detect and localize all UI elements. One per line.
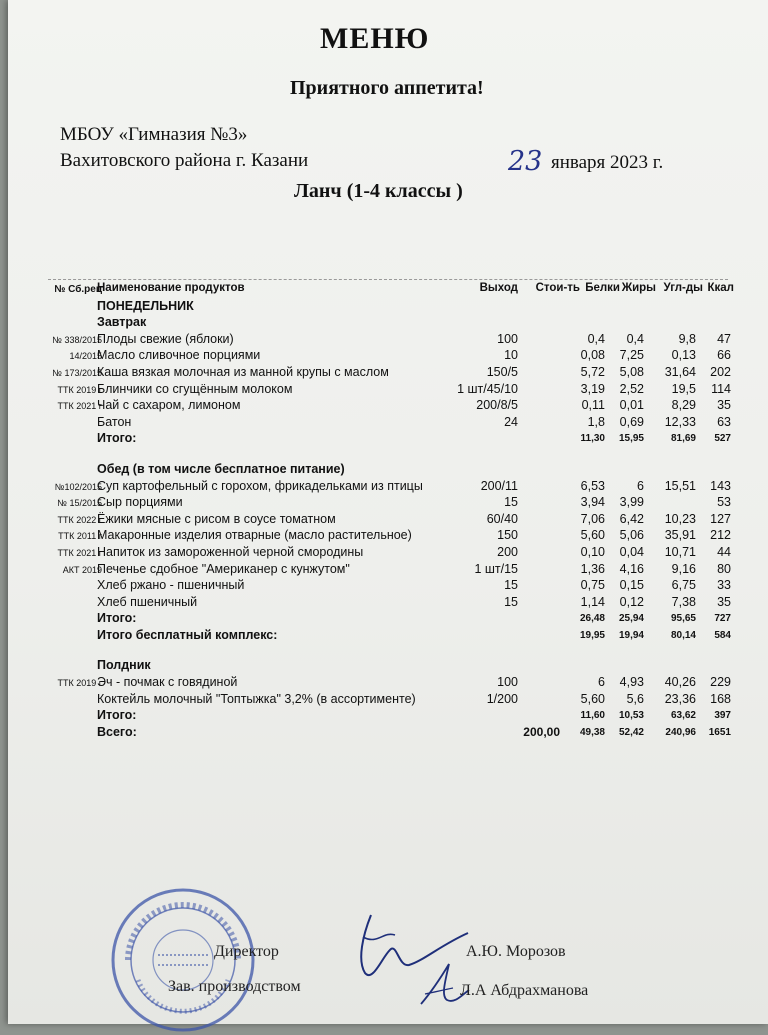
dish-fat: 0,4: [626, 331, 644, 346]
dish-yield: 200/8/5: [476, 398, 518, 413]
snack-rows: [8, 675, 768, 708]
dish-name: Хлеб ржано - пшеничный: [97, 578, 245, 593]
dish-fat: 4,93: [619, 675, 644, 690]
dish-name: Каша вязкая молочная из манной крупы с маслом: [97, 364, 389, 379]
dish-carbs: 40,26: [664, 675, 696, 690]
dish-carbs: 10,23: [664, 511, 696, 526]
meal-title: Ланч (1-4 классы ): [294, 180, 463, 202]
menu-item-row: [8, 528, 768, 545]
dish-yield: 15: [504, 594, 518, 609]
dish-protein: 0,75: [580, 578, 605, 593]
dish-name: Суп картофельный с горохом, фрикадельками из птицы: [97, 478, 423, 493]
dish-name: Печенье сдобное "Американер с кунжутом": [97, 561, 350, 576]
dish-protein: 6: [598, 675, 605, 690]
dish-code: ТТК 2011 г: [58, 531, 102, 542]
date-month-year: января 2023 г.: [551, 152, 664, 173]
dish-fat: 5,06: [619, 528, 644, 543]
dish-kcal: 114: [711, 381, 731, 396]
menu-item-row: [8, 578, 768, 595]
date-day-handwritten: 23: [508, 146, 543, 177]
menu-table: [8, 282, 768, 741]
dish-name: Блинчики со сгущённым молоком: [97, 381, 293, 396]
dish-protein: 3,94: [580, 495, 605, 510]
dish-carbs: 9,16: [671, 561, 696, 576]
dish-protein: 1,8: [587, 414, 605, 429]
dish-name: Масло сливочное порциями: [97, 348, 261, 363]
dish-fat: 0,01: [619, 398, 644, 413]
dish-fat: 5,08: [619, 364, 644, 379]
dish-code: № 173/2015: [52, 367, 102, 378]
dish-yield: 150: [497, 528, 518, 543]
dish-yield: 200: [497, 544, 518, 559]
dish-carbs: 12,33: [664, 414, 696, 429]
menu-item-row: [8, 692, 768, 709]
dish-fat: 3,99: [619, 495, 644, 510]
deputy-name: Л.А Абдрахманова: [460, 982, 589, 999]
day-label: ПОНЕДЕЛЬНИК: [97, 298, 194, 313]
dish-name: Плоды свежие (яблоки): [97, 331, 234, 346]
col-name: Наименование продуктов: [97, 282, 245, 294]
menu-item-row: [8, 512, 768, 529]
dish-yield: 60/40: [486, 511, 518, 526]
dish-protein: 6,53: [580, 478, 605, 493]
dish-code: №102/2015: [54, 481, 102, 492]
dish-protein: 0,08: [580, 348, 605, 363]
grand-total: Всего: 200,00 49,38 52,42 240,96 1651: [97, 724, 731, 739]
dish-fat: 6: [637, 478, 644, 493]
col-kcal: Ккал: [707, 282, 734, 294]
dish-code: № 15/2015: [57, 498, 102, 509]
dish-carbs: 10,71: [664, 544, 696, 559]
menu-item-row: [8, 365, 768, 382]
dish-kcal: 53: [717, 495, 731, 510]
dish-fat: 0,69: [619, 414, 644, 429]
deputy-title: Зав. производством: [168, 978, 301, 995]
dish-carbs: 7,38: [671, 594, 696, 609]
dish-carbs: 9,8: [678, 331, 696, 346]
dish-yield: 100: [497, 331, 518, 346]
dish-name: Хлеб пшеничный: [97, 594, 198, 609]
dish-carbs: 19,5: [671, 381, 696, 396]
dish-protein: 1,14: [580, 594, 605, 609]
dish-yield: 15: [504, 495, 518, 510]
dish-kcal: 143: [710, 478, 731, 493]
dish-yield: 24: [504, 414, 518, 429]
dish-carbs: 31,64: [664, 364, 696, 379]
col-yield: Выход: [479, 282, 518, 294]
org-district: Вахитовского района г. Казани: [60, 150, 309, 171]
menu-item-row: [8, 415, 768, 432]
menu-title: МЕНЮ: [320, 22, 430, 55]
dish-fat: 4,16: [619, 561, 644, 576]
section-snack-title: Полдник: [97, 658, 151, 673]
section-lunch-title: Обед (в том числе бесплатное питание): [97, 461, 345, 476]
dish-code: ТТК 2021 г: [57, 547, 102, 558]
dish-yield: 200/11: [480, 478, 518, 493]
dish-code: № 338/2015: [52, 334, 102, 345]
dish-fat: 7,25: [619, 348, 644, 363]
dish-protein: 0,10: [580, 544, 605, 559]
dish-kcal: 66: [717, 348, 731, 363]
dish-fat: 0,04: [619, 544, 644, 559]
dish-protein: 3,19: [580, 381, 605, 396]
dish-code: ТТК 2019 г: [57, 678, 102, 689]
lunch-free-total: Итого бесплатный комплекс: 19,95 19,94 80,14 584: [97, 627, 731, 642]
dish-name: Макаронные изделия отварные (масло растительное): [97, 528, 412, 543]
dish-protein: 0,11: [581, 398, 605, 413]
dish-name: Батон: [97, 414, 132, 429]
menu-item-row: [8, 398, 768, 415]
menu-item-row: [8, 675, 768, 692]
dish-name: Коктейль молочный "Топтыжка" 3,2% (в ассортименте): [97, 691, 416, 706]
dish-carbs: 6,75: [671, 578, 696, 593]
menu-item-row: [8, 332, 768, 349]
dish-yield: 15: [504, 578, 518, 593]
dish-code: АКТ 2019: [62, 564, 102, 575]
menu-item-row: [8, 382, 768, 399]
dish-carbs: 8,29: [671, 398, 696, 413]
dish-kcal: 63: [717, 414, 731, 429]
menu-item-row: [8, 495, 768, 512]
director-name: А.Ю. Морозов: [466, 943, 566, 960]
menu-item-row: [8, 595, 768, 612]
menu-item-row: [8, 479, 768, 496]
col-code: № Сб.рец: [54, 284, 102, 295]
dish-yield: 1 шт/45/10: [457, 381, 518, 396]
dish-fat: 6,42: [619, 511, 644, 526]
dish-code: ТТК 2021 г: [57, 401, 102, 412]
lunch-rows: [8, 479, 768, 612]
dish-protein: 5,72: [580, 364, 605, 379]
dish-fat: 0,15: [619, 578, 644, 593]
dish-kcal: 168: [710, 691, 731, 706]
dish-yield: 100: [497, 675, 518, 690]
dish-name: Ёжики мясные с рисом в соусе томатном: [97, 511, 336, 526]
dish-yield: 150/5: [486, 364, 518, 379]
snack-total: Итого: 11,60 10,53 63,62 397: [97, 708, 731, 723]
dish-kcal: 33: [717, 578, 731, 593]
dish-protein: 5,60: [580, 691, 605, 706]
section-breakfast-title: Завтрак: [97, 315, 147, 330]
breakfast-rows: [8, 332, 768, 432]
dish-protein: 5,60: [580, 528, 605, 543]
dish-kcal: 127: [710, 511, 731, 526]
lunch-total: Итого: 26,48 25,94 95,65 727: [97, 611, 731, 626]
col-fat: Жиры: [621, 282, 656, 294]
dish-code: ТТК 2022 г: [57, 514, 102, 525]
greeting: Приятного аппетита!: [290, 77, 484, 99]
dish-kcal: 35: [717, 398, 731, 413]
col-protein: Белки: [585, 282, 620, 294]
dish-carbs: 35,91: [664, 528, 696, 543]
dish-carbs: 23,36: [664, 691, 696, 706]
director-title: Директор: [214, 943, 279, 960]
dish-carbs: 0,13: [671, 348, 696, 363]
dish-yield: 10: [504, 348, 518, 363]
dish-carbs: 15,51: [664, 478, 696, 493]
dish-name: Сыр порциями: [97, 495, 183, 510]
table-header: [8, 282, 768, 299]
menu-item-row: [8, 562, 768, 579]
breakfast-total: Итого: 11,30 15,95 81,69 527: [97, 431, 731, 446]
dish-fat: 2,52: [619, 381, 644, 396]
dish-name: Эч - почмак с говядиной: [97, 675, 238, 690]
dish-kcal: 202: [710, 364, 731, 379]
col-carbs: Угл-ды: [663, 282, 703, 294]
org-name: МБОУ «Гимназия №3»: [60, 124, 248, 145]
table-top-rule: [48, 279, 728, 280]
dish-fat: 5,6: [626, 691, 644, 706]
dish-yield: 1 шт/15: [474, 561, 518, 576]
dish-kcal: 47: [717, 331, 731, 346]
menu-document: [8, 0, 768, 1024]
dish-protein: 7,06: [580, 511, 605, 526]
dish-name: Напиток из замороженной черной смородины: [97, 544, 364, 559]
dish-kcal: 212: [710, 528, 731, 543]
dish-protein: 1,36: [580, 561, 605, 576]
dish-yield: 1/200: [486, 691, 518, 706]
dish-kcal: 80: [717, 561, 731, 576]
dish-kcal: 44: [717, 544, 731, 559]
dish-fat: 0,12: [619, 594, 644, 609]
dish-code: 14/2015: [69, 351, 102, 362]
dish-protein: 0,4: [587, 331, 605, 346]
dish-code: ТТК 2019 г: [57, 384, 102, 395]
menu-item-row: [8, 348, 768, 365]
menu-item-row: [8, 545, 768, 562]
col-cost: Стои-ть: [535, 282, 580, 294]
dish-kcal: 35: [717, 594, 731, 609]
dish-name: Чай с сахаром, лимоном: [97, 398, 241, 413]
dish-kcal: 229: [710, 675, 731, 690]
